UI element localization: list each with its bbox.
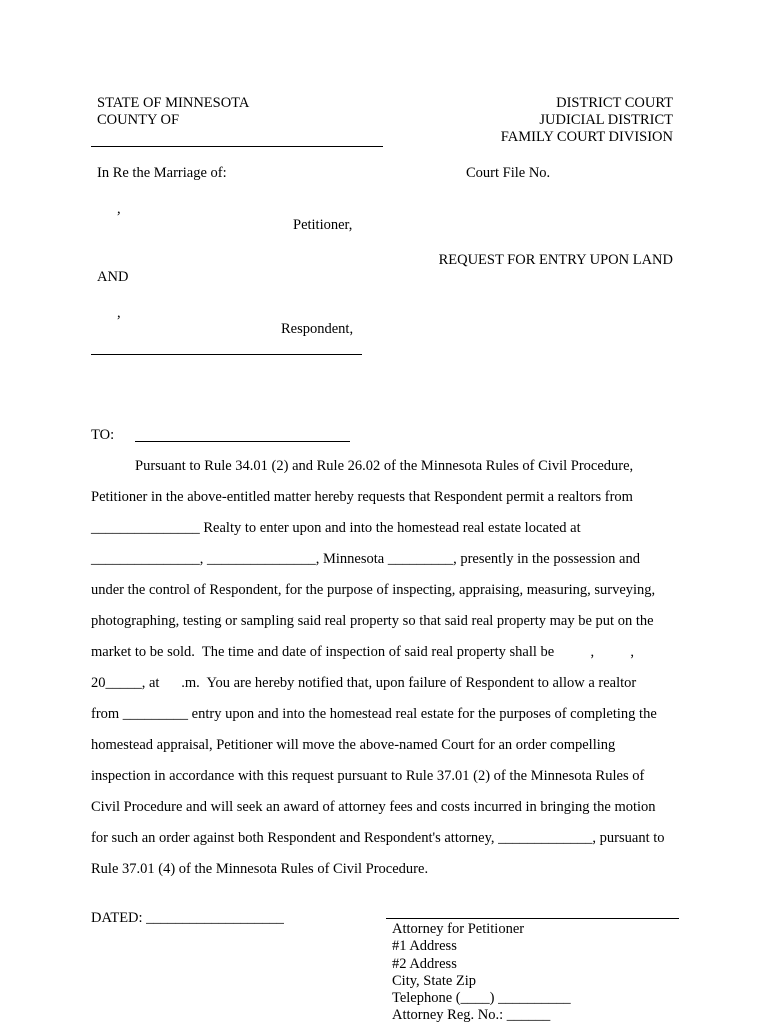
telephone-line: Telephone (____) __________ <box>392 990 571 1006</box>
body-line: for such an order against both Respondent and Respondent's attorney, _____________, pursuant to <box>91 830 665 846</box>
attorney-for-label: Attorney for Petitioner <box>392 921 525 937</box>
body-line: _______________ Realty to enter upon and into the homestead real estate located at <box>91 520 581 536</box>
district-label: JUDICIAL DISTRICT <box>539 112 673 128</box>
body-line: photographing, testing or sampling said real property so that said real property may be put on the <box>91 613 654 629</box>
body-line: Petitioner in the above-entitled matter hereby requests that Respondent permit a realtors from <box>91 489 633 505</box>
respondent-name-comma: , <box>117 305 121 321</box>
body-line: Pursuant to Rule 34.01 (2) and Rule 26.02 of the Minnesota Rules of Civil Procedure, <box>135 458 634 474</box>
body-line: _______________, _______________, Minnesota _________, presently in the possession and <box>91 551 640 567</box>
address-line-1: #1 Address <box>392 938 457 954</box>
body-line: inspection in accordance with this request pursuant to Rule 37.01 (2) of the Minnesota Rules of <box>91 768 645 784</box>
body-line: market to be sold. The time and date of inspection of said real property shall be , , <box>91 644 634 660</box>
document-title: REQUEST FOR ENTRY UPON LAND <box>438 252 673 268</box>
county-label: COUNTY OF <box>97 112 180 128</box>
city-state-zip: City, State Zip <box>392 973 477 989</box>
dated-line: DATED: ___________________ <box>91 910 284 926</box>
court-file-label: Court File No. <box>466 165 551 181</box>
address-line-2: #2 Address <box>392 956 457 972</box>
attorney-reg-no: Attorney Reg. No.: ______ <box>392 1007 551 1023</box>
state-label: STATE OF MINNESOTA <box>97 95 250 111</box>
body-line: under the control of Respondent, for the purpose of inspecting, appraising, measuring, surveying, <box>91 582 656 598</box>
court-label: DISTRICT COURT <box>556 95 673 111</box>
body-line: homestead appraisal, Petitioner will move the above-named Court for an order compelling <box>91 737 616 753</box>
to-rule <box>135 441 350 442</box>
body-line: Civil Procedure and will seek an award of attorney fees and costs incurred in bringing the motion <box>91 799 656 815</box>
petitioner-label: Petitioner, <box>293 217 353 233</box>
body-line: 20_____, at .m. You are hereby notified that, upon failure of Respondent to allow a realtor <box>91 675 637 691</box>
respondent-label: Respondent, <box>281 321 354 337</box>
to-label: TO: <box>91 427 115 443</box>
petitioner-name-comma: , <box>117 201 121 217</box>
division-label: FAMILY COURT DIVISION <box>500 129 673 145</box>
body-line: Rule 37.01 (4) of the Minnesota Rules of Civil Procedure. <box>91 861 429 877</box>
signature-rule <box>386 918 679 919</box>
body-line: from _________ entry upon and into the homestead real estate for the purposes of completing the <box>91 706 657 722</box>
and-label: AND <box>97 269 129 285</box>
caption-rule <box>91 354 362 355</box>
county-rule <box>91 146 383 147</box>
in-re-label: In Re the Marriage of: <box>97 165 227 181</box>
